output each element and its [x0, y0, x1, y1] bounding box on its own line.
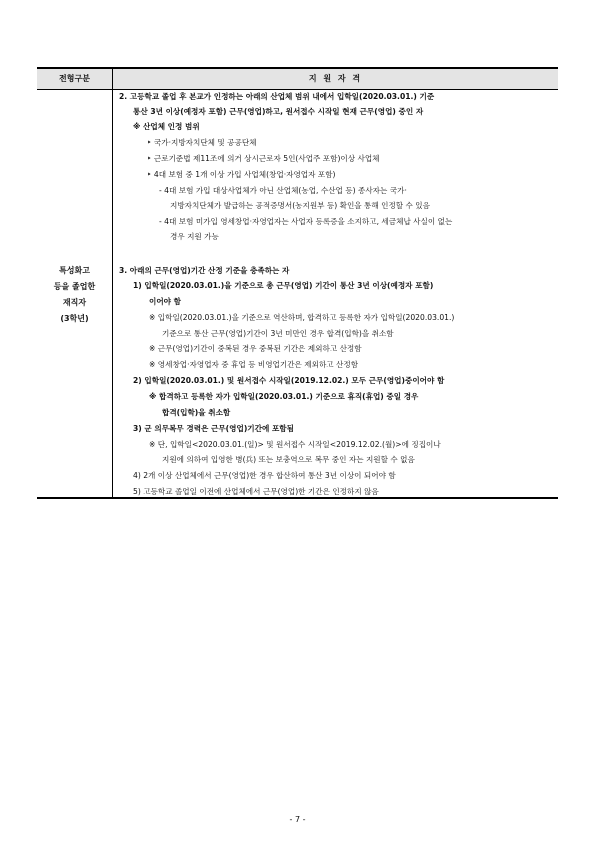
criterion-2: 2) 입학일(2020.03.01.) 및 원서접수 시작일(2019.12.02.) 모두 근무(영업)중이어야 함 [133, 376, 445, 385]
note: ※ 근무(영업)기간이 중복된 경우 중복된 기간은 제외하고 산정함 [149, 344, 362, 353]
note: ※ 단, 입학일<2020.03.01.(일)> 및 원서접수 시작일<2019.12.02.(월)>에 징집이나 [149, 440, 441, 449]
note-heading: ※ 산업체 인정 범위 [133, 122, 200, 131]
note: ※ 입학일(2020.03.01.)을 기준으로 역산하며, 합격하고 등록한 자가 입학일(2020.03.01.) [149, 313, 455, 322]
criterion-1: 1) 입학일(2020.03.01.)을 기준으로 총 근무(영업) 기간이 통산 3년 이상(예정자 포함) [133, 281, 434, 290]
page-number: - 7 - [289, 815, 306, 824]
note-continued: 기준으로 통산 근무(영업)기간이 3년 미만인 경우 합격(입학)을 취소함 [162, 329, 394, 338]
category-line: 재직자 [62, 298, 87, 307]
note: ※ 영세창업·자영업자 중 휴업 등 비영업기간은 제외하고 산정함 [149, 360, 359, 369]
criterion-3: 3) 군 의무복무 경력은 근무(영업)기간에 포함됨 [133, 424, 294, 433]
list-item: ‣ 4대 보험 중 1개 이상 가입 사업체(창업·자영업자 포함) [147, 170, 336, 179]
category-line: (3학년) [60, 314, 89, 323]
category-line: 특성화고 [59, 266, 90, 275]
qualification-text: 통산 3년 이상(예정자 포함) 근무(영업)하고, 원서접수 시작일 현재 근무(영업) 중인 자 [133, 107, 424, 116]
list-item: ‣ 국가·지방자치단체 및 공공단체 [147, 138, 257, 147]
sub-item-continued: 지방자치단체가 발급하는 공적증명서(농지원부 등) 확인을 통해 인정할 수 있음 [170, 201, 430, 210]
sub-item: - 4대 보험 가입 대상사업체가 아닌 산업체(농업, 수산업 등) 종사자는 국가· [159, 186, 407, 195]
qualification-item-2: 2. 고등학교 졸업 후 본교가 인정하는 아래의 산업체 범위 내에서 입학일(2020.03.01.) 기준 [119, 92, 435, 101]
list-item: ‣ 근로기준법 제11조에 의거 상시근로자 5인(사업주 포함)이상 사업체 [147, 154, 380, 163]
category-line: 등을 졸업한 [53, 282, 96, 291]
qualification-item-3: 3. 아래의 근무(영업)기간 산정 기준을 충족하는 자 [119, 266, 290, 275]
header-qualification: 지 원 자 격 [308, 74, 363, 83]
note-bold-continued: 합격(입학)을 취소함 [162, 408, 231, 417]
criterion-5: 5) 고등학교 졸업일 이전에 산업체에서 근무(영업)한 기간은 인정하지 않음 [133, 487, 379, 496]
header-admission-type: 전형구분 [59, 74, 90, 83]
note-bold: ※ 합격하고 등록한 자가 입학일(2020.03.01.) 기준으로 휴직(휴업) 중일 경우 [149, 392, 419, 401]
admission-category-cell [37, 263, 112, 327]
sub-item-continued: 경우 지원 가능 [170, 232, 219, 241]
eligibility-table [37, 67, 558, 499]
criterion-1-continued: 이어야 함 [149, 297, 181, 306]
table-header [37, 69, 558, 90]
note-continued: 지원에 의하여 입영한 병(兵) 또는 보충역으로 복무 중인 자는 지원할 수 없음 [162, 455, 415, 464]
column-divider [112, 69, 113, 499]
criterion-4: 4) 2개 이상 산업체에서 근무(영업)한 경우 합산하여 통산 3년 이상이 되어야 함 [133, 471, 396, 480]
sub-item: - 4대 보험 미가입 영세창업·자영업자는 사업자 등록증을 소지하고, 세금체납 사실이 없는 [159, 217, 453, 226]
